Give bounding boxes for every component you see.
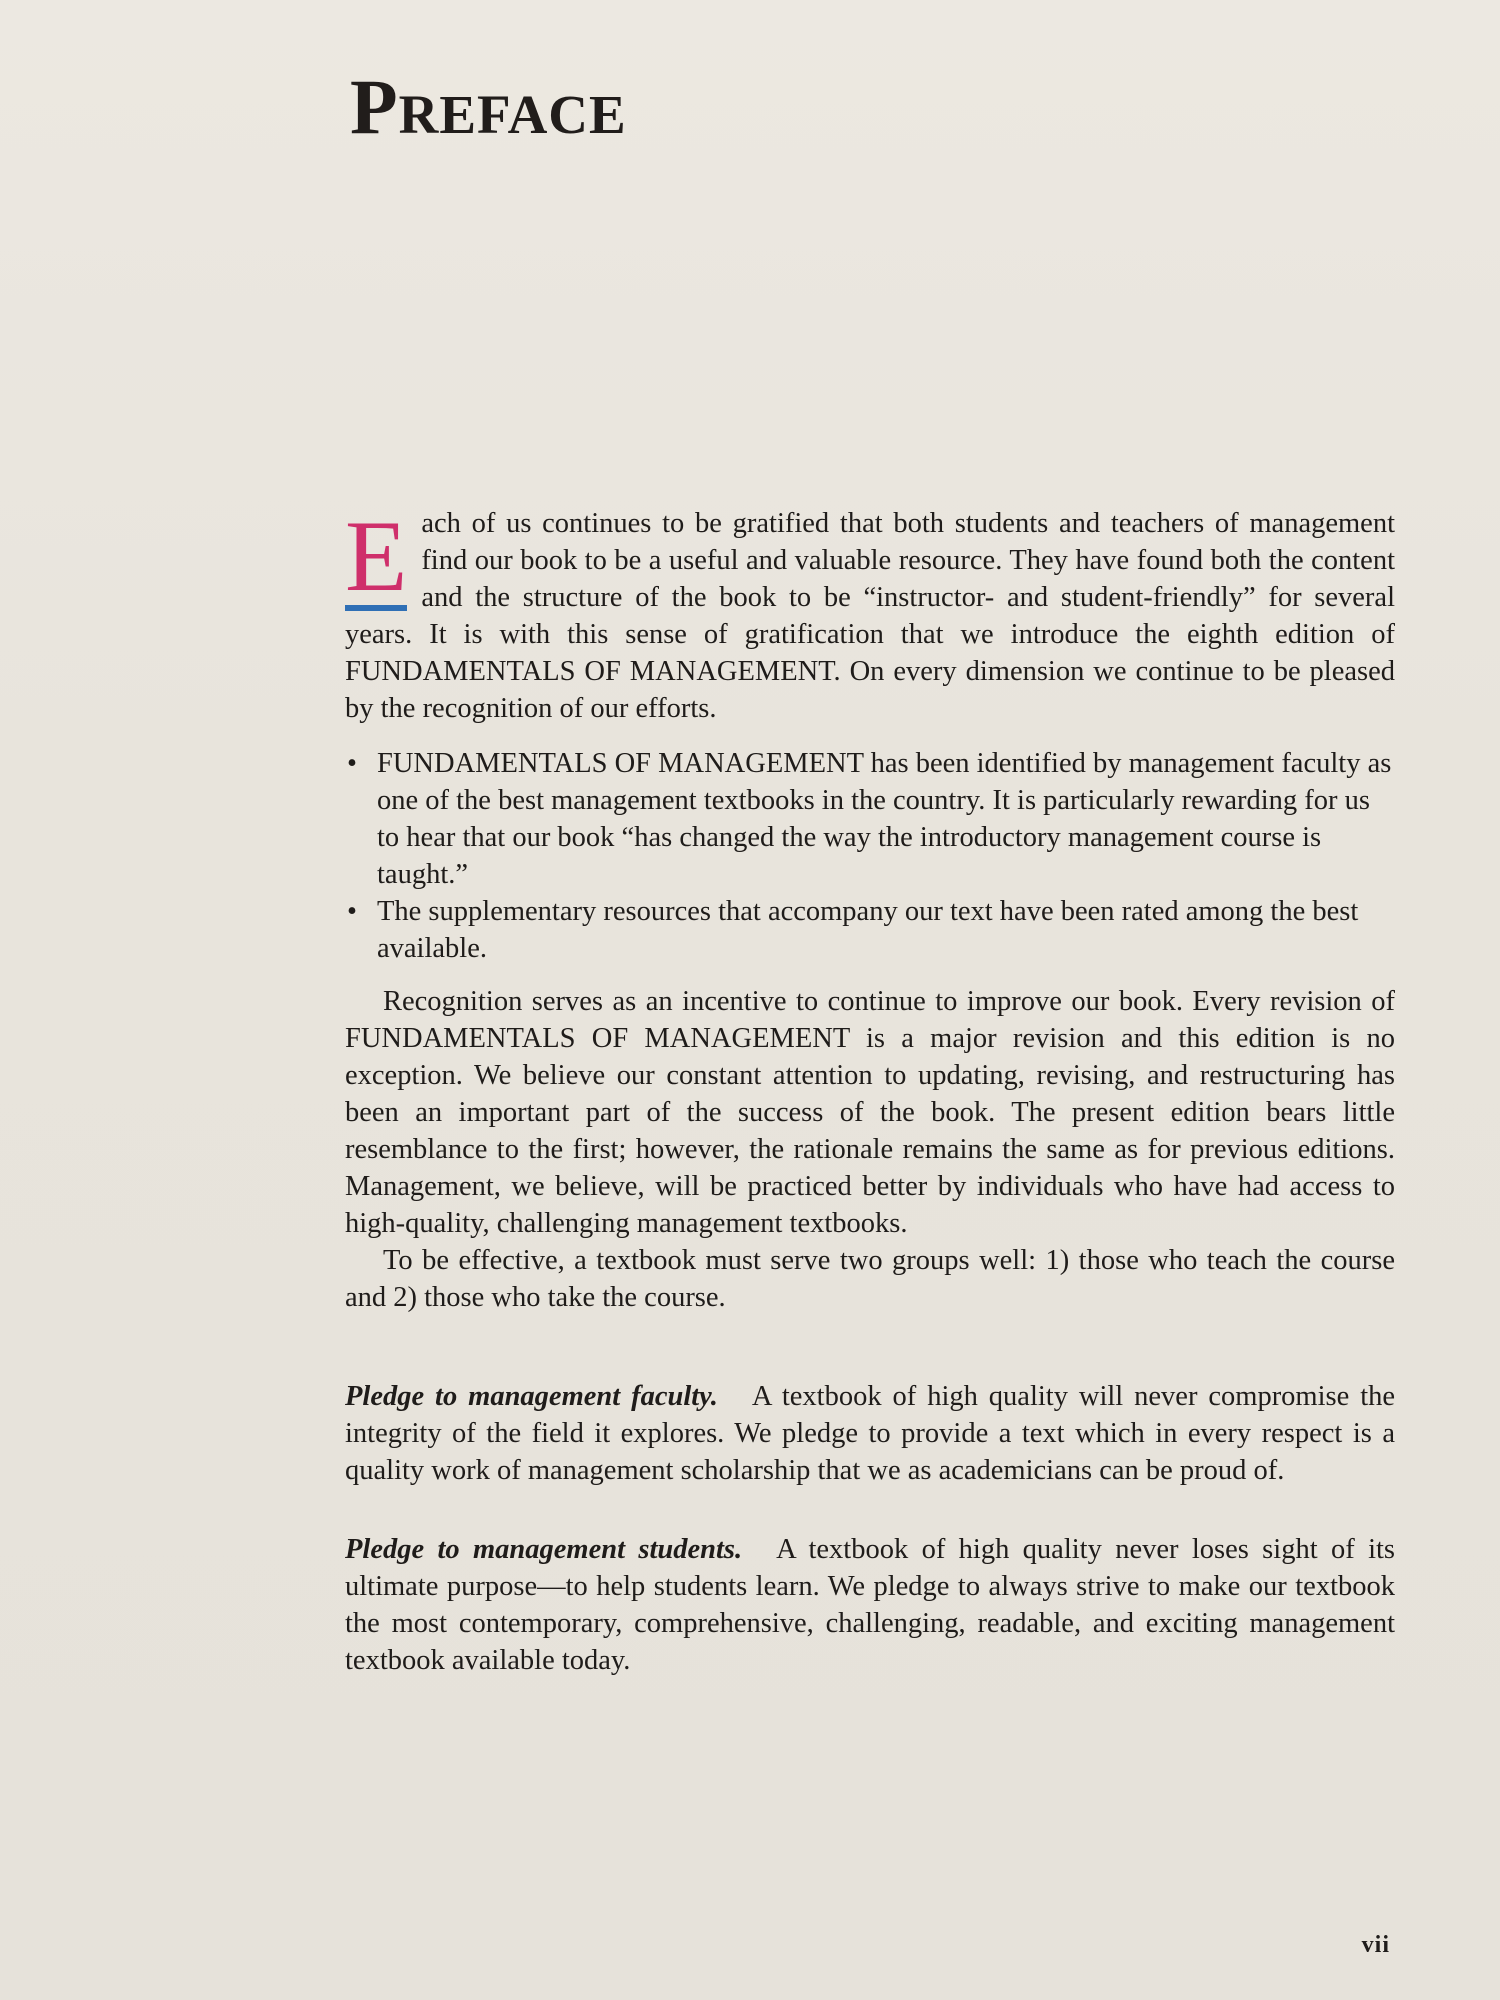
recognition-list	[345, 745, 1395, 967]
bullet-icon: •	[347, 748, 357, 779]
spacer	[345, 1316, 1395, 1378]
list-item	[347, 745, 1395, 893]
bullet-icon: •	[347, 896, 357, 927]
pledge-faculty	[345, 1378, 1395, 1489]
body-paragraph: To be effective, a textbook must serve two groups well: 1) those who teach the course and 2) those who take the course.	[345, 1245, 1395, 1313]
preface-body	[345, 500, 1396, 1679]
intro-text: ach of us continues to be gratified that both students and teachers of management find our book to be a useful and valuable resource. They have found both the content and the structure of the book to be “instructor- and student-friendly” for several years. It is with this sense of gratification that we introduce the eighth edition of FUNDAMENTALS OF MANAGEMENT. On every dimension we continue to be pleased by the recognition of our efforts.	[345, 508, 1395, 724]
pledge-students	[345, 1531, 1395, 1679]
list-item	[347, 893, 1395, 967]
spacer	[345, 1489, 1395, 1531]
intro-paragraph	[345, 500, 1395, 727]
pledge-lead: Pledge to management students.	[345, 1534, 743, 1565]
pledge-text: A textbook of high quality will never compromise the integrity of the field it explores. We pledge to provide a text which in every respect is a quality work of management scholarship that we as academicians can be proud of.	[345, 1381, 1396, 1486]
list-item-text: FUNDAMENTALS OF MANAGEMENT has been identified by management faculty as one of the best management textbooks in the country. It is particularly rewarding for us to hear that our book “has changed the way the introductory management course is taught.”	[377, 748, 1392, 890]
drop-cap: E	[345, 500, 408, 613]
page-title: Preface	[350, 63, 627, 150]
body-paragraph: Recognition serves as an incentive to continue to improve our book. Every revision of FUNDAMENTALS OF MANAGEMENT is a major revision and this edition is no exception. We believe our constant attention to updating, revising, and restructuring has been an important part of the success of the book. The present edition bears little resemblance to the first; however, the rationale remains the same as for previous editions. Management, we believe, will be practiced better by individuals who have had access to high-quality, challenging management textbooks.	[345, 986, 1395, 1239]
page-number: vii	[1361, 1932, 1390, 1958]
list-item-text: The supplementary resources that accompany our text have been rated among the best available.	[377, 896, 1359, 964]
pledge-text: A textbook of high quality never loses sight of its ultimate purpose—to help students learn. We pledge to always strive to make our textbook the most contemporary, comprehensive, challenging, readable, and exciting management textbook available today.	[345, 1534, 1395, 1676]
pledge-lead: Pledge to management faculty.	[345, 1381, 718, 1412]
